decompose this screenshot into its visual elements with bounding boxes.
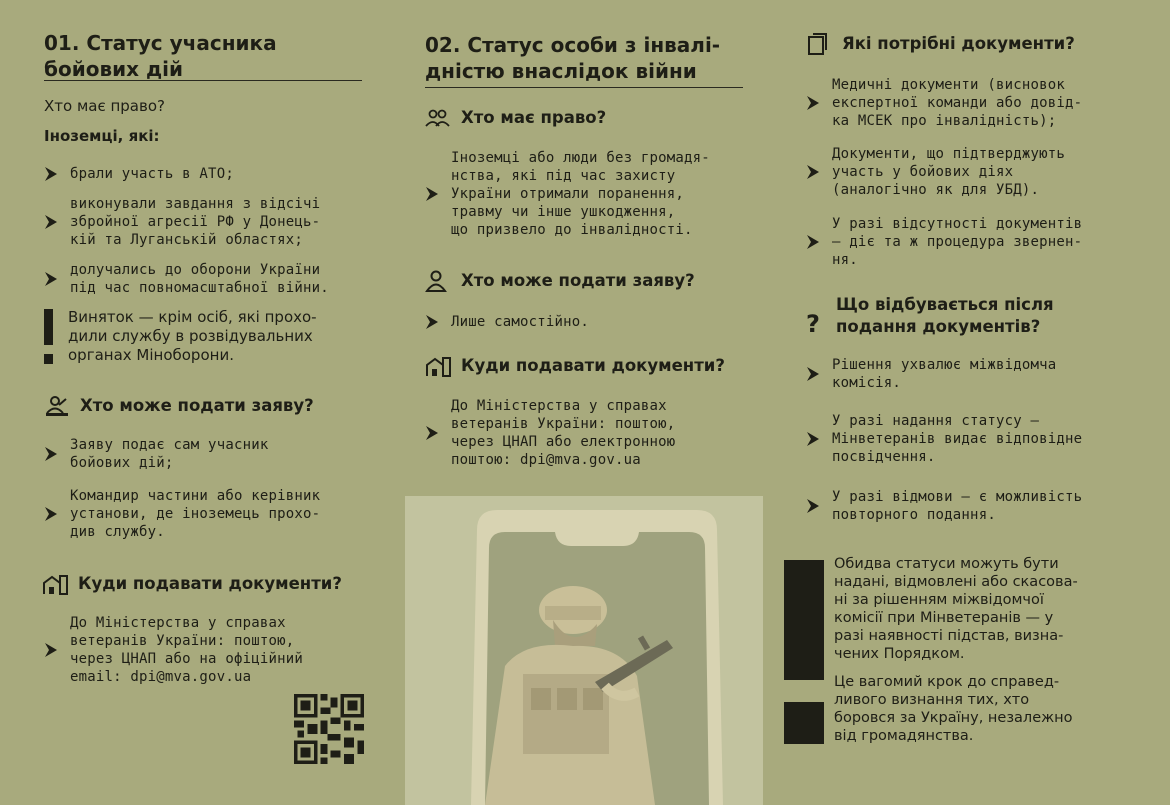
people-icon: [425, 107, 453, 129]
building-icon: [425, 355, 453, 377]
list-item: Медичні документи (висновок експертної команди або довід- ка МСЕК про інвалідність);: [806, 76, 1082, 130]
exclamation-icon: [784, 560, 824, 745]
list-item: Заяву подає сам учасник бойових дій;: [44, 436, 268, 472]
chevron-right-icon: [806, 234, 820, 250]
chevron-right-icon: [425, 314, 439, 330]
heading-who-can-apply: Хто може подати заяву?: [44, 395, 314, 417]
list-item: Документи, що підтверджують участь у бойових діях (аналогічно як для УБД).: [806, 145, 1065, 199]
chevron-right-icon: [806, 366, 820, 382]
list-item: Командир частини або керівник установи, де іноземець прохо- див службу.: [44, 487, 320, 541]
list-item: До Міністерства у справах ветеранів України: поштою, через ЦНАП або на офіційний email: dpi@mva.gov.ua: [44, 614, 303, 686]
exclamation-icon: [44, 309, 54, 367]
chevron-right-icon: [806, 164, 820, 180]
heading-required-documents: Які потрібні документи?: [806, 33, 1075, 55]
list-item: У разі відмови – є можливість повторного подання.: [806, 488, 1082, 524]
heading-where-submit: Куди подавати документи?: [42, 573, 342, 595]
list-item: До Міністерства у справах ветеранів України: поштою, через ЦНАП або електронною поштою: dpi@mva.gov.ua: [425, 397, 675, 469]
person-icon: [425, 270, 453, 292]
chevron-right-icon: [425, 425, 439, 441]
who-has-right-label: Хто має право?: [44, 97, 165, 115]
document-icon: [806, 33, 834, 55]
exception-note: Виняток — крім осіб, які прохо- дили службу в розвідувальних органах Міноборони.: [68, 308, 317, 364]
person-at-desk-icon: [44, 395, 72, 417]
building-icon: [42, 573, 70, 595]
list-item: Рішення ухвалює міжвідомча комісія.: [806, 356, 1056, 392]
section-title-combat-status: 01. Статус учасника бойових дій: [44, 31, 277, 81]
soldier-phone-illustration: [405, 496, 763, 805]
list-item: брали участь в АТО;: [44, 165, 234, 183]
closing-note: Це вагомий крок до справед- ливого визнання тих, хто боровся за Україну, незалежно від громадянства.: [834, 674, 1073, 744]
chevron-right-icon: [806, 95, 820, 111]
list-item: Іноземці або люди без громадя- нства, які під час захисту України отримали поранення, травму чи інше ушкодження, що призвело до інвалідності.: [425, 149, 710, 239]
chevron-right-icon: [44, 166, 58, 182]
qr-code-icon: [294, 694, 364, 764]
heading-after-submission: ? Що відбувається після подання документів?: [806, 295, 1054, 338]
list-item: долучались до оборони України під час повномасштабної війни.: [44, 261, 329, 297]
foreigners-label: Іноземці, які:: [44, 127, 160, 145]
chevron-right-icon: [44, 642, 58, 658]
list-item: виконували завдання з відсічі збройної агресії РФ у Донець- кій та Луганській областях;: [44, 195, 320, 249]
chevron-right-icon: [806, 498, 820, 514]
chevron-right-icon: [44, 506, 58, 522]
list-item: У разі надання статусу – Мінветеранів видає відповідне посвідчення.: [806, 412, 1082, 466]
list-item: У разі відсутності документів – діє та ж процедура звернен- ня.: [806, 215, 1082, 269]
heading-where-submit: Куди подавати документи?: [425, 355, 725, 377]
chevron-right-icon: [806, 431, 820, 447]
heading-who-has-right: Хто має право?: [425, 107, 606, 129]
section-title-disability-status: 02. Статус особи з інвалі- дністю внаслідок війни: [425, 33, 721, 83]
question-mark-icon: ?: [806, 310, 820, 338]
title-underline: [44, 80, 362, 81]
heading-who-can-apply: Хто може подати заяву?: [425, 270, 695, 292]
chevron-right-icon: [44, 446, 58, 462]
chevron-right-icon: [44, 214, 58, 230]
status-decision-note: Обидва статуси можуть бути надані, відмовлені або скасова- ні за рішенням міжвідомчої комісії при Мінветеранів — у разі наявності підстав, визна- чених Порядком.: [834, 556, 1078, 662]
list-item: Лише самостійно.: [425, 313, 589, 331]
chevron-right-icon: [425, 186, 439, 202]
title-underline: [425, 87, 743, 88]
chevron-right-icon: [44, 271, 58, 287]
